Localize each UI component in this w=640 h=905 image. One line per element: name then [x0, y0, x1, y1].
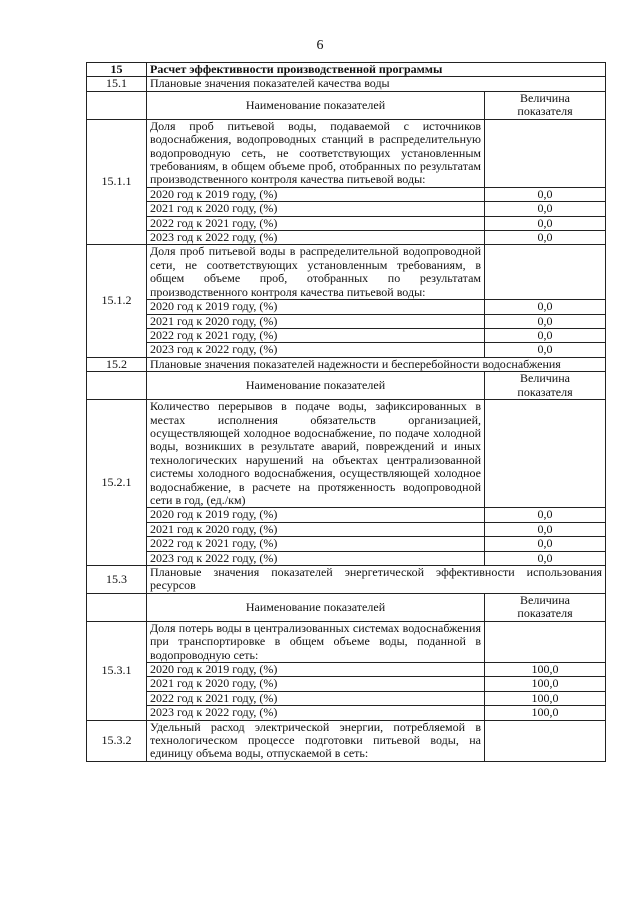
- table-header-row: [87, 593, 606, 621]
- year-row: [87, 508, 606, 522]
- header-name: Наименование показателей: [147, 593, 485, 621]
- year-label: 2023 год к 2022 году, (%): [147, 231, 485, 245]
- year-label: 2020 год к 2019 году, (%): [147, 187, 485, 201]
- indicator-value: 100,0: [485, 677, 606, 691]
- indicator-text: Доля проб питьевой воды в распределительной водопроводной сети, не соответствующих установленным требованиям, в общем объеме проб, отобранных по результатам производственного контроля качества питьевой воды:: [147, 245, 485, 300]
- subsection-row: [87, 566, 606, 594]
- indicator-value: 100,0: [485, 706, 606, 720]
- header-value: Величина показателя: [485, 593, 606, 621]
- year-row: [87, 343, 606, 357]
- year-label: 2023 год к 2022 году, (%): [147, 551, 485, 565]
- year-row: [87, 677, 606, 691]
- section-row: [87, 63, 606, 77]
- year-label: 2021 год к 2020 году, (%): [147, 522, 485, 536]
- year-label: 2021 год к 2020 году, (%): [147, 202, 485, 216]
- subsection-title: Плановые значения показателей надежности и бесперебойности водоснабжения: [147, 357, 606, 371]
- year-label: 2023 год к 2022 году, (%): [147, 706, 485, 720]
- indicator-value: 0,0: [485, 216, 606, 230]
- year-row: [87, 187, 606, 201]
- year-label: 2022 год к 2021 году, (%): [147, 216, 485, 230]
- indicator-row: [87, 621, 606, 662]
- year-label: 2020 год к 2019 году, (%): [147, 300, 485, 314]
- year-label: 2022 год к 2021 году, (%): [147, 537, 485, 551]
- indicator-value: 100,0: [485, 663, 606, 677]
- efficiency-table: [86, 62, 606, 762]
- header-name: Наименование показателей: [147, 91, 485, 119]
- indicator-number: 15.1.1: [87, 119, 147, 245]
- indicator-value: 0,0: [485, 537, 606, 551]
- year-row: [87, 537, 606, 551]
- header-name: Наименование показателей: [147, 372, 485, 400]
- year-label: 2020 год к 2019 году, (%): [147, 663, 485, 677]
- year-row: [87, 300, 606, 314]
- indicator-row: [87, 400, 606, 508]
- year-label: 2020 год к 2019 году, (%): [147, 508, 485, 522]
- year-row: [87, 663, 606, 677]
- indicator-number: 15.2.1: [87, 400, 147, 566]
- year-label: 2023 год к 2022 году, (%): [147, 343, 485, 357]
- subsection-number: 15.1: [87, 77, 147, 91]
- indicator-value: 0,0: [485, 551, 606, 565]
- indicator-value: 0,0: [485, 314, 606, 328]
- year-label: 2022 год к 2021 году, (%): [147, 328, 485, 342]
- indicator-text: Количество перерывов в подаче воды, зафиксированных в местах исполнения обязательств организацией, осуществляющей холодное водоснабжение, по подаче холодной воды, возникших в результате аварий, повреждений и иных технологических нарушений на объектах централизованной системы холодного водоснабжения, осуществляющей холодное водоснабжение, в расчете на протяженность водопроводной сети в год, (ед./км): [147, 400, 485, 508]
- page-number: 6: [316, 38, 324, 53]
- header-value: Величина показателя: [485, 91, 606, 119]
- year-row: [87, 522, 606, 536]
- subsection-row: [87, 357, 606, 371]
- indicator-number: 15.3.1: [87, 621, 147, 720]
- indicator-value: 0,0: [485, 343, 606, 357]
- indicator-number: 15.3.2: [87, 720, 147, 761]
- year-label: 2021 год к 2020 году, (%): [147, 677, 485, 691]
- header-value: Величина показателя: [485, 372, 606, 400]
- subsection-title: Плановые значения показателей энергетической эффективности использования ресурсов: [147, 566, 606, 594]
- indicator-text: Доля потерь воды в централизованных системах водоснабжения при транспортировке в общем объеме воды, поданной в водопроводную сеть:: [147, 621, 485, 662]
- subsection-row: [87, 77, 606, 91]
- year-row: [87, 202, 606, 216]
- table-header-row: [87, 372, 606, 400]
- year-row: [87, 551, 606, 565]
- indicator-value: 0,0: [485, 187, 606, 201]
- indicator-row: [87, 245, 606, 300]
- year-row: [87, 706, 606, 720]
- year-row: [87, 314, 606, 328]
- indicator-row: [87, 119, 606, 187]
- subsection-number: 15.3: [87, 566, 147, 594]
- year-label: 2021 год к 2020 году, (%): [147, 314, 485, 328]
- indicator-value: 0,0: [485, 202, 606, 216]
- indicator-value: 0,0: [485, 522, 606, 536]
- indicator-number: 15.1.2: [87, 245, 147, 357]
- indicator-value: 0,0: [485, 300, 606, 314]
- indicator-text: Доля проб питьевой воды, подаваемой с источников водоснабжения, водопроводных станций в распределительную водопроводную сеть, не соответствующих установленным требованиям, в общем объеме проб, отобранных по результатам производственного контроля качества питьевой воды:: [147, 119, 485, 187]
- table-header-row: [87, 91, 606, 119]
- indicator-value: 0,0: [485, 328, 606, 342]
- year-label: 2022 год к 2021 году, (%): [147, 691, 485, 705]
- year-row: [87, 216, 606, 230]
- section-title: Расчет эффективности производственной программы: [147, 63, 606, 77]
- indicator-value: 0,0: [485, 231, 606, 245]
- indicator-row: [87, 720, 606, 761]
- subsection-number: 15.2: [87, 357, 147, 371]
- section-number: 15: [87, 63, 147, 77]
- indicator-text: Удельный расход электрической энергии, потребляемой в технологическом процессе подготовки питьевой воды, на единицу объема воды, отпускаемой в сеть:: [147, 720, 485, 761]
- year-row: [87, 231, 606, 245]
- year-row: [87, 691, 606, 705]
- indicator-value: 0,0: [485, 508, 606, 522]
- indicator-value: 100,0: [485, 691, 606, 705]
- year-row: [87, 328, 606, 342]
- subsection-title: Плановые значения показателей качества воды: [147, 77, 606, 91]
